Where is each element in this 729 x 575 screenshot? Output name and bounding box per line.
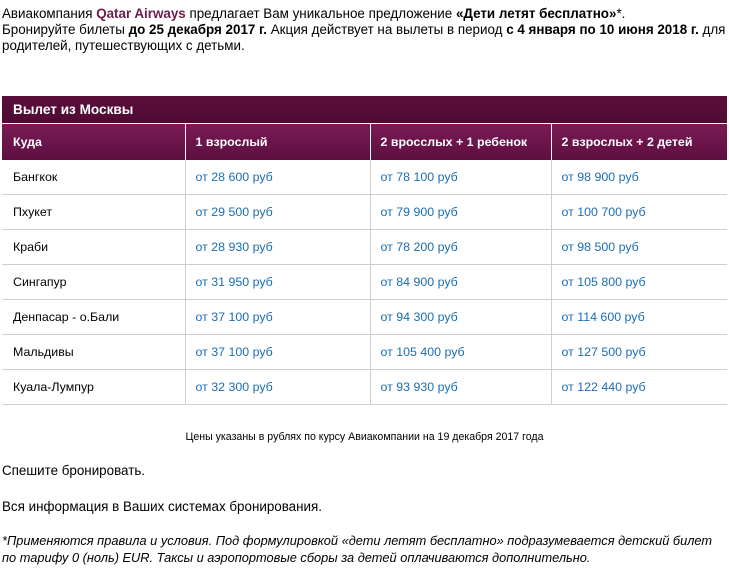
- table-row: [2, 230, 727, 265]
- destination-cell: Мальдивы: [2, 335, 185, 370]
- intro-part: Авиакомпания: [2, 6, 97, 21]
- offer-name: «Дети летят бесплатно»: [455, 6, 617, 21]
- price-link[interactable]: от 78 200 руб: [370, 230, 551, 265]
- price-link[interactable]: от 32 300 руб: [185, 370, 370, 405]
- destination-cell: Денпасар - о.Бали: [2, 300, 185, 335]
- price-link[interactable]: от 31 950 руб: [185, 265, 370, 300]
- price-link[interactable]: от 79 900 руб: [370, 195, 551, 230]
- column-header-two-adults-one-child: 2 вросслых + 1 ребенок: [370, 124, 551, 160]
- intro-part: для родителей, путешествующих с детьми.: [2, 22, 726, 53]
- terms-footnote: *Применяются правила и условия. Под формулировкой «дети летят бесплатно» подразумевается детский билет по тарифу 0 (ноль) EUR. Таксы и аэропортовые сборы за детей оплачиваются дополнительно.: [2, 533, 713, 565]
- table-row: [2, 300, 727, 335]
- price-link[interactable]: от 98 500 руб: [551, 230, 727, 265]
- price-link[interactable]: от 28 930 руб: [185, 230, 370, 265]
- table-row: [2, 265, 727, 300]
- info-text: Вся информация в Ваших системах бронирования.: [2, 499, 322, 514]
- price-link[interactable]: от 94 300 руб: [370, 300, 551, 335]
- column-header-two-adults-two-children: 2 взрослых + 2 детей: [551, 124, 727, 160]
- booking-deadline: до 25 декабря 2017 г.: [128, 22, 268, 37]
- intro-part: *.: [616, 6, 626, 21]
- destination-cell: Сингапур: [2, 265, 185, 300]
- price-link[interactable]: от 37 100 руб: [185, 335, 370, 370]
- destination-cell: Краби: [2, 230, 185, 265]
- price-link[interactable]: от 93 930 руб: [370, 370, 551, 405]
- price-link[interactable]: от 78 100 руб: [370, 160, 551, 195]
- price-link[interactable]: от 28 600 руб: [185, 160, 370, 195]
- table-header-row: [2, 124, 727, 160]
- price-link[interactable]: от 122 440 руб: [551, 370, 727, 405]
- price-link[interactable]: от 114 600 руб: [551, 300, 727, 335]
- intro-part: предлагает Вам уникальное предложение: [185, 6, 456, 21]
- destination-cell: Куала-Лумпур: [2, 370, 185, 405]
- price-link[interactable]: от 105 400 руб: [370, 335, 551, 370]
- table-row: [2, 195, 727, 230]
- price-link[interactable]: от 37 100 руб: [185, 300, 370, 335]
- table-title: Вылет из Москвы: [2, 96, 727, 124]
- intro-part: Бронируйте билеты: [2, 22, 129, 37]
- airline-name: Qatar Airways: [96, 6, 186, 21]
- price-link[interactable]: от 84 900 руб: [370, 265, 551, 300]
- price-link[interactable]: от 98 900 руб: [551, 160, 727, 195]
- price-link[interactable]: от 29 500 руб: [185, 195, 370, 230]
- destination-cell: Бангкок: [2, 160, 185, 195]
- column-header-one-adult: 1 взрослый: [185, 124, 370, 160]
- table-row: [2, 160, 727, 195]
- destination-cell: Пхукет: [2, 195, 185, 230]
- travel-period: с 4 января по 10 июня 2018 г.: [506, 22, 699, 37]
- column-header-destination: Куда: [2, 124, 185, 160]
- intro-part: Акция действует на вылеты в период: [267, 22, 507, 37]
- hurry-text: Спешите бронировать.: [2, 463, 146, 478]
- table-row: [2, 335, 727, 370]
- fares-table: [2, 96, 727, 405]
- exchange-rate-note: Цены указаны в рублях по курсу Авиакомпании на 19 декабря 2017 года: [185, 431, 544, 443]
- intro-text: [2, 6, 726, 54]
- price-link[interactable]: от 100 700 руб: [551, 195, 727, 230]
- price-link[interactable]: от 105 800 руб: [551, 265, 727, 300]
- price-link[interactable]: от 127 500 руб: [551, 335, 727, 370]
- table-row: [2, 370, 727, 405]
